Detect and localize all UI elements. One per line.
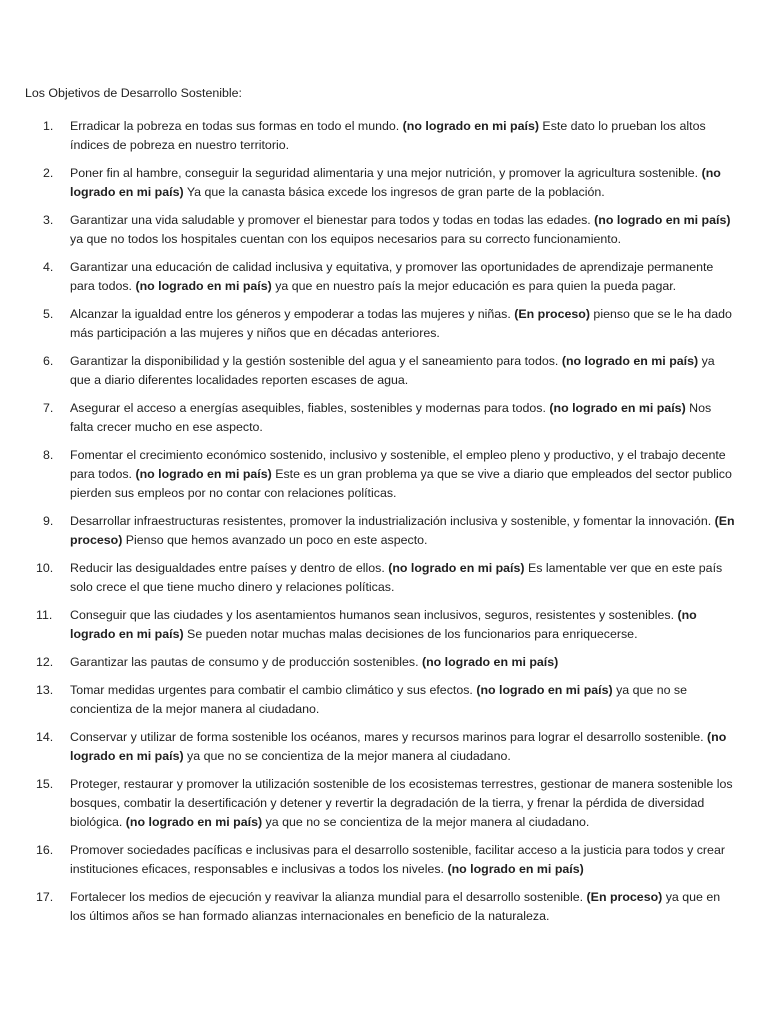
goal-text: Asegurar el acceso a energías asequibles, fiables, sostenibles y modernas para todos. [70, 401, 550, 415]
goal-text: Conseguir que las ciudades y los asentamientos humanos sean inclusivos, seguros, resistentes y sostenibles. [70, 608, 678, 622]
goal-item-9 [25, 512, 738, 550]
goal-number: 12. [36, 655, 54, 669]
goal-item-10 [25, 559, 738, 597]
goal-item-14 [25, 728, 738, 766]
goal-item-8 [25, 446, 738, 503]
goal-text: Desarrollar infraestructuras resistentes, promover la industrialización inclusiva y sostenible, y fomentar la innovación. [70, 514, 715, 528]
goal-status: (no logrado en mi país) [421, 655, 559, 669]
goal-number: 3. [43, 213, 54, 227]
goal-comment: Se pueden notar muchas malas decisiones de los funcionarios para enriquecerse. [183, 627, 638, 641]
goal-number: 17. [36, 890, 54, 904]
goal-comment: Nos falta crecer mucho en ese aspecto. [70, 401, 712, 434]
goal-comment: ya que en los últimos años se han formado alianzas internacionales en beneficio de la naturaleza. [70, 890, 721, 923]
goal-number: 14. [36, 730, 54, 744]
goal-text: Garantizar una educación de calidad inclusiva y equitativa, y promover las oportunidades de aprendizaje permanente para todos. [70, 260, 714, 293]
goal-number: 9. [43, 514, 54, 528]
goal-number: 15. [36, 777, 54, 791]
goal-number: 6. [43, 354, 54, 368]
goal-item-13 [25, 681, 738, 719]
goal-status: (no logrado en mi país) [125, 815, 263, 829]
goal-comment: ya que en nuestro país la mejor educación es para quien la pueda pagar. [271, 279, 677, 293]
goal-text: Garantizar una vida saludable y promover el bienestar para todos y todas en todas las edades. [70, 213, 595, 227]
goal-item-1 [25, 117, 738, 155]
goal-comment: ya que no todos los hospitales cuentan con los equipos necesarios para su correcto funcionamiento. [70, 232, 622, 246]
goal-number: 2. [43, 166, 54, 180]
goal-number: 5. [43, 307, 54, 321]
goal-number: 11. [36, 608, 53, 622]
goal-text: Promover sociedades pacíficas e inclusivas para el desarrollo sostenible, facilitar acceso a la justicia para todos y crear instituciones eficaces, responsables e inclusivas a todos los niveles. [70, 843, 725, 876]
goal-item-5 [25, 305, 738, 343]
goal-comment: Pienso que hemos avanzado un poco en este aspecto. [122, 533, 428, 547]
goal-status: (no logrado en mi país) [135, 279, 272, 293]
goal-item-4 [25, 258, 738, 296]
goal-status: (no logrado en mi país) [388, 561, 525, 575]
goal-status: (no logrado en mi país) [402, 119, 539, 133]
goal-text: Garantizar las pautas de consumo y de producción sostenibles. [70, 655, 422, 669]
goal-number: 4. [43, 260, 54, 274]
goal-text: Reducir las desigualdades entre países y dentro de ellos. [70, 561, 389, 575]
goal-status: (no logrado en mi país) [135, 467, 272, 481]
goal-status: (En proceso) [70, 514, 735, 547]
document-intro: Los Objetivos de Desarrollo Sostenible: [25, 86, 242, 100]
goal-status: (En proceso) [514, 307, 590, 321]
goal-number: 7. [43, 401, 54, 415]
goal-comment: Ya que la canasta básica excede los ingresos de gran parte de la población. [183, 185, 605, 199]
goal-number: 10. [36, 561, 54, 575]
goal-number: 16. [36, 843, 54, 857]
goal-status: (no logrado en mi país) [561, 354, 699, 368]
goal-item-3 [25, 211, 738, 249]
goal-status: (no logrado en mi país) [70, 730, 727, 763]
goals-list [25, 117, 738, 926]
goal-text: Erradicar la pobreza en todas sus formas en todo el mundo. [70, 119, 403, 133]
goal-item-6 [25, 352, 738, 390]
goal-status: (no logrado en mi país) [594, 213, 731, 227]
goal-text: Conservar y utilizar de forma sostenible los océanos, mares y recursos marinos para lograr el desarrollo sostenible. [70, 730, 708, 744]
goal-text: Poner fin al hambre, conseguir la seguridad alimentaria y una mejor nutrición, y promover la agricultura sostenible. [70, 166, 702, 180]
goal-status: (no logrado en mi país) [447, 862, 584, 876]
goal-item-11 [25, 606, 738, 644]
goal-comment: pienso que se le ha dado más participación a las mujeres y niños que en décadas anteriores. [70, 307, 732, 340]
goal-status: (no logrado en mi país) [70, 166, 721, 199]
goal-comment: ya que a diario diferentes localidades reporten escases de agua. [70, 354, 715, 387]
goal-number: 1. [43, 119, 54, 133]
goal-comment: Este dato lo prueban los altos índices de pobreza en nuestro territorio. [70, 119, 706, 152]
goal-comment: ya que no se concientiza de la mejor manera al ciudadano. [70, 683, 688, 716]
goal-item-16 [25, 841, 738, 879]
goal-number: 13. [36, 683, 54, 697]
goal-item-7 [25, 399, 738, 437]
goal-item-17 [25, 888, 738, 926]
goal-text: Garantizar la disponibilidad y la gestión sostenible del agua y el saneamiento para todos. [70, 354, 562, 368]
goal-comment: Es lamentable ver que en este país solo crece el que tiene mucho dinero y relaciones políticas. [70, 561, 723, 594]
goal-text: Fortalecer los medios de ejecución y reavivar la alianza mundial para el desarrollo sostenible. [70, 890, 587, 904]
goal-text: Alcanzar la igualdad entre los géneros y empoderar a todas las mujeres y niñas. [70, 307, 515, 321]
goal-comment: Este es un gran problema ya que se vive a diario que empleados del sector publico pierden sus empleos por no contar con relaciones políticas. [70, 467, 732, 500]
goal-status: (no logrado en mi país) [549, 401, 686, 415]
goal-item-15 [25, 775, 738, 832]
goal-text: Fomentar el crecimiento económico sostenido, inclusivo y sostenible, el empleo pleno y productivo, y el trabajo decente para todos. [70, 448, 726, 481]
goal-number: 8. [43, 448, 54, 462]
goal-item-2 [25, 164, 738, 202]
goal-comment: ya que no se concientiza de la mejor manera al ciudadano. [183, 749, 511, 763]
goal-item-12 [25, 653, 738, 672]
goal-text: Tomar medidas urgentes para combatir el cambio climático y sus efectos. [70, 683, 477, 697]
goal-status: (En proceso) [586, 890, 663, 904]
goal-status: (no logrado en mi país) [476, 683, 613, 697]
goal-status: (no logrado en mi país) [70, 608, 697, 641]
goal-comment: ya que no se concientiza de la mejor manera al ciudadano. [262, 815, 590, 829]
goal-text: Proteger, restaurar y promover la utilización sostenible de los ecosistemas terrestres, gestionar de manera sostenible los bosques, combatir la desertificación y detener y revertir la degradación de la tierra, y frenar la pérdida de diversidad biológica. [70, 777, 733, 829]
